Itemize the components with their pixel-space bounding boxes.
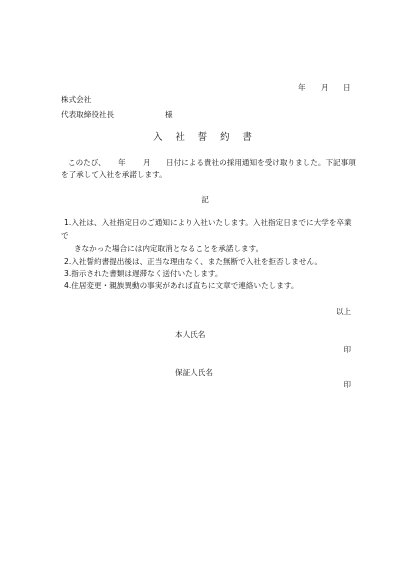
- applicant-name-label: 本人氏名: [175, 330, 206, 339]
- item-1-line3: きなかった場合には内定取消となることを承諾します。: [74, 244, 264, 253]
- applicant-seal-mark: 印: [343, 345, 351, 354]
- item-4: 4.住居変更・親族異動の事実があれば直ちに文章で連絡いたします。: [64, 281, 299, 290]
- item-2: 2.入社誓約書提出後は、正当な理由なく、また無断で入社を拒否しません。: [64, 257, 323, 266]
- date-year-label: 年: [298, 83, 306, 92]
- intro-year-label: 年: [118, 158, 126, 167]
- company-name: 株式会社: [61, 95, 92, 104]
- item-3: 3.指示された書類は遅滞なく送付いたします。: [64, 269, 223, 278]
- date-month-label: 月: [321, 83, 329, 92]
- intro-text-end: 日付による貴社の採用通知を受け取りました。下記事項: [166, 158, 356, 167]
- closing-ijou: 以上: [335, 307, 351, 316]
- item-1-line1: 1.入社は、入社指定日のご通知により入社いたします。入社指定日までに大学を卒業: [64, 218, 352, 227]
- intro-month-label: 月: [143, 158, 151, 167]
- ki-heading: 記: [201, 195, 209, 204]
- date-day-label: 日: [343, 83, 351, 92]
- intro-text-line2: を了承して入社を承諾します。: [61, 170, 167, 179]
- guarantor-name-label: 保証人氏名: [175, 368, 213, 377]
- intro-text-start: このたび、: [68, 158, 106, 167]
- addressee-title: 代表取締役社長: [61, 110, 115, 119]
- honorific: 様: [165, 110, 173, 119]
- guarantor-seal-mark: 印: [343, 380, 351, 389]
- item-1-line2: で: [61, 231, 69, 240]
- document-title: 入 社 誓 約 書: [153, 132, 257, 143]
